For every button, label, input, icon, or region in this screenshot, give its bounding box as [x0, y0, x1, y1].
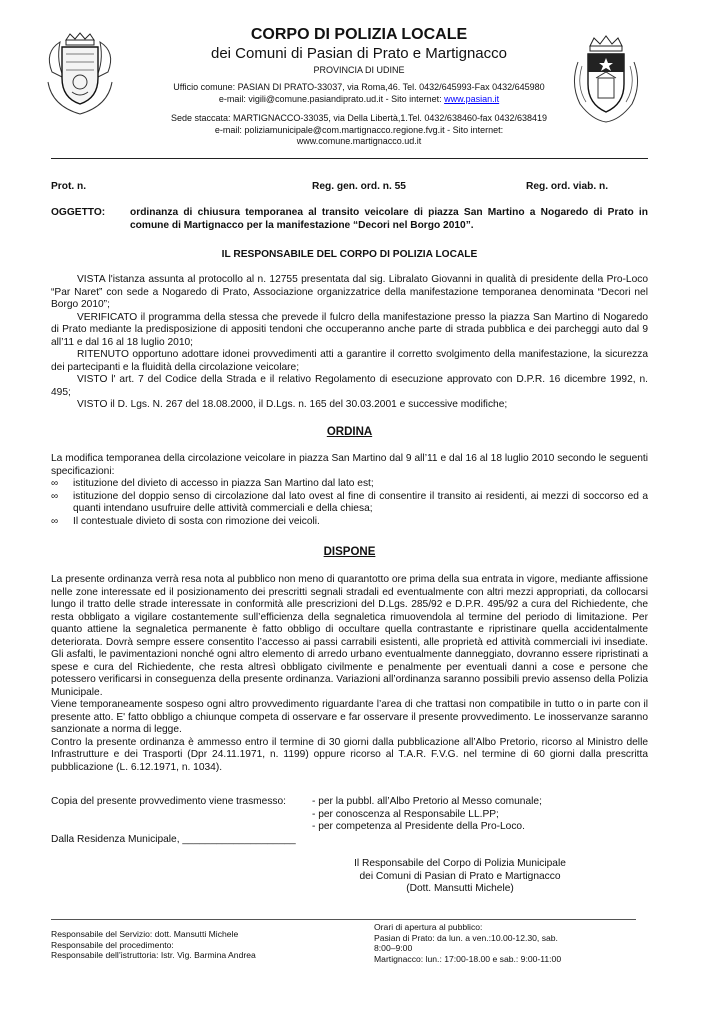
- list-item: - per la pubbl. all’Albo Pretorio al Messo comunale;: [312, 796, 542, 807]
- footer-line: Responsabile del procedimento:: [51, 939, 174, 950]
- dispone-paragraph: Contro la presente ordinanza è ammesso entro il termine di 30 giorni dalla pubblicazione all’Albo Pretorio, ricorso al Ministro delle Infrastrutture e dei Trasporti (Dpr 24.11.1971, n. 1199) oppure ricorso al T.A.R. F.V.G. nel termine di 60 giorni dalla prescritta pubblicazione (L. 6.12.1971, n. 1034).: [51, 736, 648, 773]
- ordina-heading: [51, 426, 648, 439]
- branch-address: Sede staccata: MARTIGNACCO-33035, via Della Libertà,1.Tel. 0432/638460-fax 0432/638419: [170, 113, 548, 123]
- ordina-body: [51, 453, 648, 528]
- footer-line: Pasian di Prato: da lun. a ven.:10.00-12.30, sab.: [374, 932, 558, 943]
- consideration-item: VISTA l'istanza assunta al protocollo al n. 12755 presentata dal sig. Libralato Giovanni in qualità di presidente della Pro-Loco “Par Naret” con sede a Nogaredo di Prato, Associazione organizzatrice della manifestazione temporanea denominata “Decori nel Borgo 2010”;: [51, 274, 648, 310]
- letterhead-title: CORPO DI POLIZIA LOCALE: [250, 26, 468, 43]
- footer-line: 8:00–9:00: [374, 943, 413, 954]
- traffic-register-number: Reg. ord. viab. n.: [526, 181, 609, 192]
- footer-line: Martignacco: lun.: 17:00-18.00 e sab.: 9:00-11:00: [374, 953, 562, 964]
- footer-opening-hours: [374, 922, 604, 964]
- office-email: e-mail: vigili@comune.pasiandiprato.ud.it - Sito internet:: [218, 93, 445, 104]
- dispone-body: [51, 574, 648, 774]
- considerations: [51, 274, 648, 412]
- subject-text: ordinanza di chiusura temporanea al transito veicolare di piazza San Martino a Nogaredo di Prato in comune di Martignacco per la manifestazione “Decori nel Borgo 2010”.: [130, 207, 648, 231]
- transmission-label: Copia del presente provvedimento viene trasmesso:: [51, 796, 287, 807]
- branch-website: www.comune.martignacco.ud.it: [296, 136, 422, 146]
- signature-line: Il Responsabile del Corpo di Polizia Municipale: [354, 858, 566, 869]
- footer-line: Orari di apertura al pubblico:: [374, 922, 483, 932]
- footer-divider: [51, 919, 636, 920]
- subject-label: OGGETTO:: [51, 207, 106, 218]
- office-contacts: [120, 94, 598, 106]
- consideration-item: VERIFICATO il programma della stessa che prevede il fulcro della manifestazione presso la piazza San Martino di Nogaredo di Prato mediante la predisposizione di appositi tendoni che occuperanno anche parte di strada pubblica e dei parcheggi auto dal 9 all’11 e dal 16 al 18 luglio 2010;: [51, 311, 648, 348]
- footer-line: Responsabile dell’istruttoria: Istr. Vig. Barmina Andrea: [51, 950, 256, 961]
- letterhead-subtitle: dei Comuni di Pasian di Prato e Martignacco: [211, 45, 507, 62]
- dispone-heading-text: DISPONE: [323, 546, 376, 558]
- letterhead: [120, 26, 598, 148]
- signature-line: (Dott. Mansutti Michele): [406, 883, 514, 894]
- consideration-item: VISTO il D. Lgs. N. 267 del 18.08.2000, il D.Lgs. n. 165 del 30.03.2001 e successive modifiche;: [77, 399, 508, 410]
- residence-line: Dalla Residenza Municipale, ____________________: [51, 834, 296, 845]
- transmission-list: [312, 796, 542, 834]
- letterhead-province: PROVINCIA DI UDINE: [313, 65, 405, 75]
- list-item: ∞ istituzione del divieto di accesso in piazza San Martino dal lato est;: [51, 478, 648, 491]
- list-item: - per competenza al Presidente della Pro-Loco.: [312, 821, 525, 832]
- consideration-item: VISTO l' art. 7 del Codice della Strada e il relativo Regolamento di esecuzione approvato con D.P.R. 16 dicembre 1992, n. 495;: [51, 374, 648, 398]
- dispone-heading: [51, 546, 648, 559]
- office-website-link[interactable]: www.pasian.it: [444, 93, 500, 104]
- footer-responsibles: [51, 929, 256, 961]
- header-divider: [51, 158, 648, 159]
- dispone-paragraph: Viene temporaneamente sospeso ogni altro provvedimento riguardante l’area di che trattasi non compatibile in tutto o in parte con il presente atto. E' fatto obbligo a chiunque competa di osservare e far osservare il presente provvedimento. Le inosservanze saranno sanzionate a norma di legge.: [51, 699, 648, 735]
- ordina-heading-text: ORDINA: [326, 426, 373, 438]
- dispone-paragraph: La presente ordinanza verrà resa nota al pubblico non meno di quarantotto ore prima della sua entrata in vigore, mediante affissione nelle zone interessate ed il posizionamento dei prescritti segnali stradali ed eventualmente con altri mezzi appropriati, da collocarsi lungo il tratto delle strade interessate in conformità alle prescrizioni del D.Lgs. 285/92 e D.P.R. 495/92 a cura del Richiedente, che resta obbligato a vigilare costantemente sull’efficienza della segnaletica rimuovendola al termine del periodo di limitazione. Per quanto attiene la segnaletica permanente è fatto obbligo di occultare quella contrastante e ripristinare quella accidentalmente deteriorata. Dovrà sempre essere consentito l’accesso ai passi carrabili esistenti, alle proprietà ed attività commerciali ivi insediate. Gli asfalti, le pavimentazioni nonché ogni altro elemento di arredo urbano eventualmente danneggiato, dovranno essere ripristinati a spese e cura del Richiedente, che resta altresì obbligato civilmente e penalmente per eventuali danni a cose e persone che potessero verificarsi in conseguenza della presente ordinanza. Variazioni all’ordinanza saranno possibili previo assenso della Polizia Municipale.: [51, 574, 648, 698]
- general-register-number: Reg. gen. ord. n. 55: [312, 181, 406, 192]
- list-item: ∞ istituzione del doppio senso di circolazione dal lato ovest al fine di consentire il transito ai residenti, ai mezzi di soccorso ed a quanti intendano usufruire delle attività commerciali e della chiesa;: [51, 491, 648, 516]
- consideration-item: RITENUTO opportuno adottare idonei provvedimenti atti a garantire il corretto svolgimento della manifestazione, la sicurezza dei partecipanti e la fluidità della circolazione veicolare;: [51, 349, 648, 373]
- protocol-number: Prot. n.: [51, 181, 87, 192]
- authority-heading: IL RESPONSABILE DEL CORPO DI POLIZIA LOCALE: [221, 249, 478, 260]
- footer-line: Responsabile del Servizio: dott. Mansutti Michele: [51, 929, 239, 939]
- branch-email: e-mail: poliziamunicipale@com.martignacco.regione.fvg.it - Sito internet:: [214, 124, 504, 135]
- signature-line: dei Comuni di Pasian di Prato e Martignacco: [359, 870, 561, 882]
- pasian-di-prato-crest-icon: [42, 32, 118, 116]
- list-item: ∞ Il contestuale divieto di sosta con rimozione dei veicoli.: [51, 516, 648, 529]
- ordina-intro: La modifica temporanea della circolazione veicolare in piazza San Martino dal 9 all’11 e dal 16 al 18 luglio 2010 secondo le seguenti specificazioni:: [51, 453, 648, 477]
- signature-block: [340, 858, 580, 896]
- list-item: - per conoscenza al Responsabile LL.PP;: [312, 808, 499, 820]
- office-address: Ufficio comune: PASIAN DI PRATO-33037, via Roma,46. Tel. 0432/645993-Fax 0432/645980: [173, 82, 545, 92]
